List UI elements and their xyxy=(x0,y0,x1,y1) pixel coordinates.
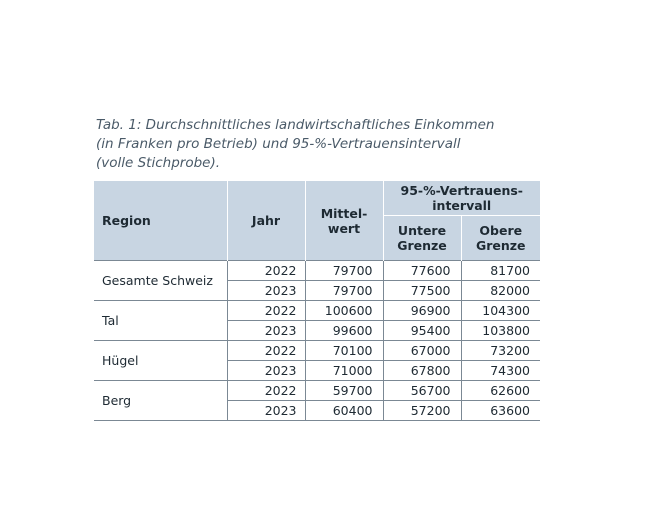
upper-bound-cell: 103800 xyxy=(461,321,540,341)
year-cell: 2022 xyxy=(227,381,305,401)
caption-line-2: (in Franken pro Betrieb) und 95-%-Vertrauensintervall xyxy=(96,136,461,152)
table-row xyxy=(94,261,540,281)
lower-bound-cell: 96900 xyxy=(383,301,461,321)
mean-cell: 100600 xyxy=(305,301,383,321)
lower-bound-cell: 95400 xyxy=(383,321,461,341)
year-cell: 2023 xyxy=(227,361,305,381)
header-untere-grenze xyxy=(383,216,461,261)
lower-bound-cell: 56700 xyxy=(383,381,461,401)
upper-bound-cell: 81700 xyxy=(461,261,540,281)
mean-cell: 79700 xyxy=(305,281,383,301)
upper-bound-cell: 73200 xyxy=(461,341,540,361)
lower-bound-cell: 77500 xyxy=(383,281,461,301)
upper-bound-cell: 74300 xyxy=(461,361,540,381)
header-region: Region xyxy=(94,181,227,261)
table-row xyxy=(94,341,540,361)
upper-bound-cell: 104300 xyxy=(461,301,540,321)
mean-cell: 70100 xyxy=(305,341,383,361)
caption-line-3: (volle Stichprobe). xyxy=(96,155,221,171)
table-row xyxy=(94,301,540,321)
header-untere-line2: Grenze xyxy=(397,238,447,253)
region-cell: Hügel xyxy=(94,341,227,381)
lower-bound-cell: 67000 xyxy=(383,341,461,361)
mean-cell: 79700 xyxy=(305,261,383,281)
lower-bound-cell: 77600 xyxy=(383,261,461,281)
upper-bound-cell: 82000 xyxy=(461,281,540,301)
lower-bound-cell: 67800 xyxy=(383,361,461,381)
lower-bound-cell: 57200 xyxy=(383,401,461,421)
year-cell: 2022 xyxy=(227,341,305,361)
header-jahr: Jahr xyxy=(227,181,305,261)
table-header xyxy=(94,181,540,261)
region-cell: Berg xyxy=(94,381,227,421)
mean-cell: 59700 xyxy=(305,381,383,401)
mean-cell: 99600 xyxy=(305,321,383,341)
header-obere-line2: Grenze xyxy=(475,238,526,253)
region-cell: Gesamte Schweiz xyxy=(94,261,227,301)
upper-bound-cell: 63600 xyxy=(461,401,540,421)
income-table xyxy=(94,181,540,421)
header-obere-line1: Obere xyxy=(479,223,523,238)
table-caption xyxy=(96,116,556,173)
table-body xyxy=(94,261,540,421)
header-mittelwert-line2: wert xyxy=(327,220,361,236)
year-cell: 2023 xyxy=(227,281,305,301)
header-obere-grenze xyxy=(461,216,540,261)
header-mittelwert xyxy=(305,181,383,261)
mean-cell: 60400 xyxy=(305,401,383,421)
header-intervall-line1: 95-%-Vertrauens- xyxy=(400,183,523,198)
table-row xyxy=(94,381,540,401)
year-cell: 2023 xyxy=(227,321,305,341)
upper-bound-cell: 62600 xyxy=(461,381,540,401)
year-cell: 2023 xyxy=(227,401,305,421)
header-untere-line1: Untere xyxy=(397,223,447,238)
region-cell: Tal xyxy=(94,301,227,341)
header-intervall-line2: intervall xyxy=(432,198,492,213)
year-cell: 2022 xyxy=(227,261,305,281)
year-cell: 2022 xyxy=(227,301,305,321)
mean-cell: 71000 xyxy=(305,361,383,381)
caption-line-1: Tab. 1: Durchschnittliches landwirtschaftliches Einkommen xyxy=(96,117,495,133)
header-vertrauensintervall xyxy=(383,181,540,216)
header-mittelwert-line1: Mittel- xyxy=(320,205,368,221)
